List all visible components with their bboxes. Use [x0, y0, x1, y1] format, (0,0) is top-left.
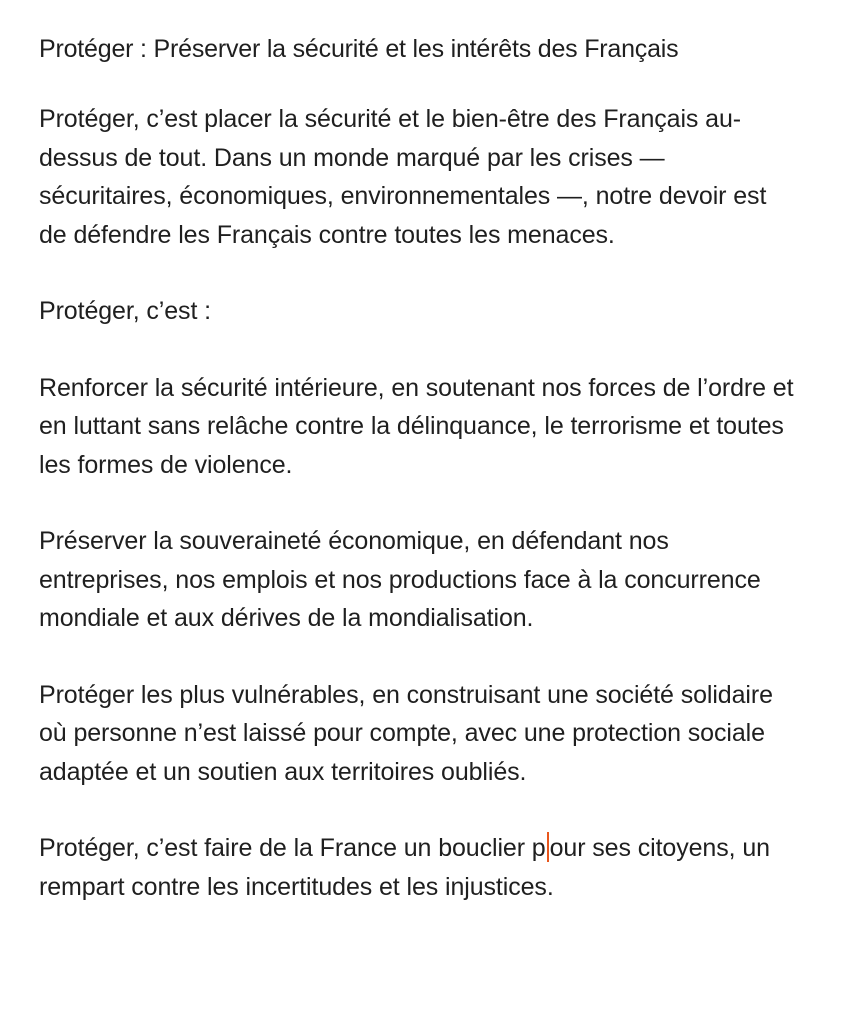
paragraph-economy[interactable]: Préserver la souveraineté économique, en défendant nos entreprises, nos emplois et nos productions face à la concurrence mondiale et aux dérives de la mondialisation. — [39, 527, 761, 632]
conclusion-text-after-caret: our ses citoyens, un rempart contre les incertitudes et les injustices. — [39, 834, 770, 901]
paragraph-lead[interactable]: Protéger, c’est : — [39, 297, 211, 325]
document-title[interactable]: Protéger : Préserver la sécurité et les intérêts des Français — [39, 35, 679, 63]
text-editor[interactable] — [39, 30, 829, 944]
paragraph-security[interactable]: Renforcer la sécurité intérieure, en soutenant nos forces de l’ordre et en luttant sans relâche contre la délinquance, le terrorisme et toutes les formes de violence. — [39, 373, 794, 479]
paragraph-intro[interactable]: Protéger, c’est placer la sécurité et le bien-être des Français au-dessus de tout. Dans un monde marqué par les crises — sécuritaires, économiques, environnementales —, notre devoir est de défendre les Français contre toutes les menaces. — [39, 105, 767, 249]
paragraph-conclusion[interactable] — [39, 829, 809, 906]
text-cursor — [547, 832, 549, 862]
paragraph-solidarity[interactable]: Protéger les plus vulnérables, en construisant une société solidaire où personne n’est laissé pour compte, avec une protection sociale adaptée et un soutien aux territoires oubliés. — [39, 680, 773, 786]
conclusion-text-before-caret: Protéger, c’est faire de la France un bouclier p — [39, 834, 546, 862]
